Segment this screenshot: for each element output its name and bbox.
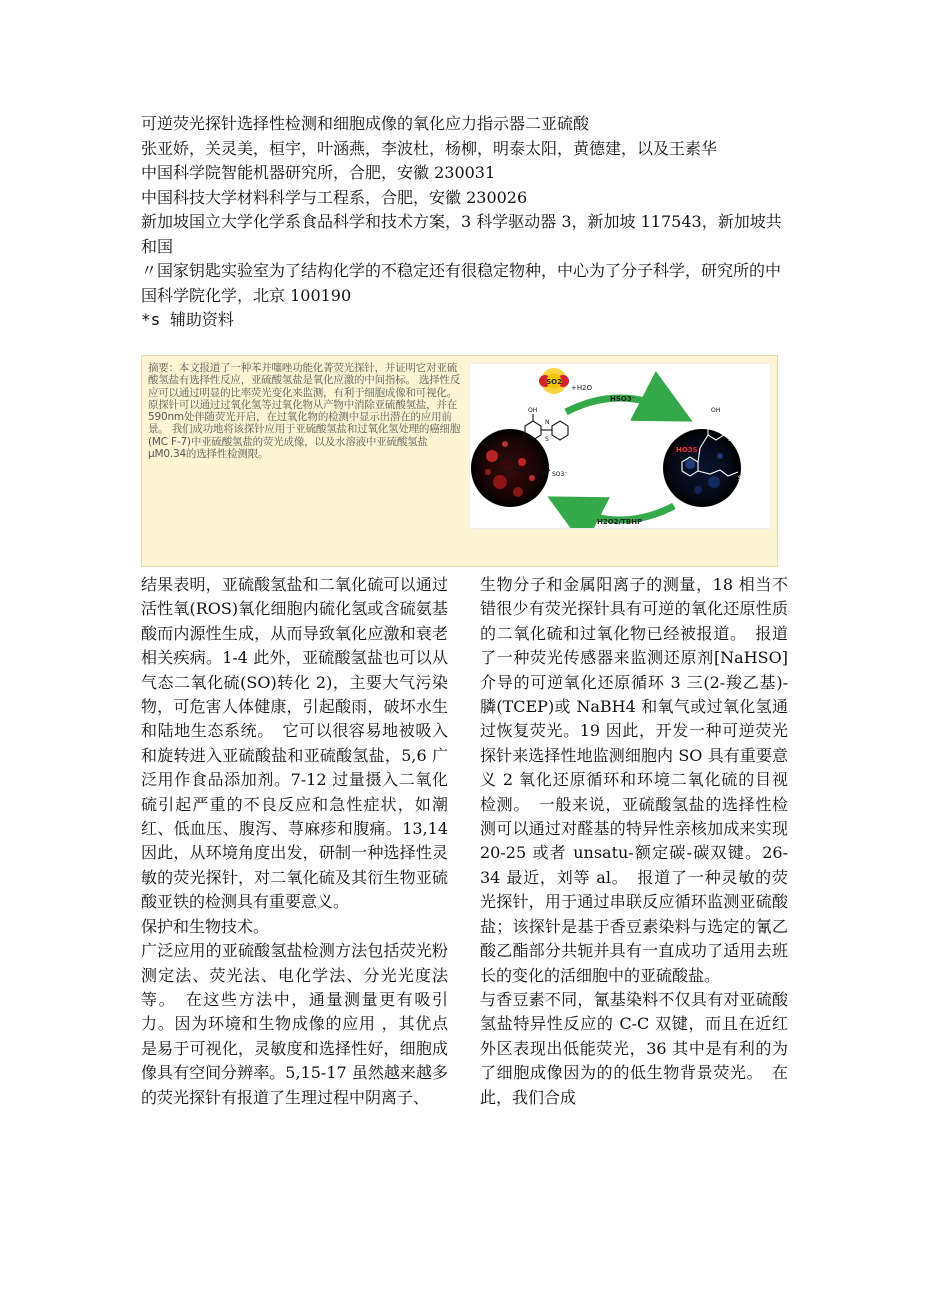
affiliation-4: 〃国家钥匙实验室为了结构化学的不稳定还有很稳定物种，中心为了分子科学，研究所的中国科学院化学，北京 100190 — [141, 261, 782, 305]
body-left-column — [141, 573, 448, 1110]
graphical-abstract-panel — [141, 355, 778, 567]
affiliation-2: 中国科技大学材料科学与工程系，合肥，安徽 230026 — [141, 187, 528, 207]
adduct-so3-label: SO3⁻ — [738, 475, 754, 482]
oxidant-label: H2O2/TBHP — [597, 518, 643, 526]
probe-s-label: S — [545, 436, 549, 443]
body-paragraph: 与香豆素不同，氰基染料不仅具有对亚硫酸氢盐特异性反应的 C-C 双键，而且在近红外区表现出低能荧光，36 其中是有利的为了细胞成像因为的的低生物背景荧光。 在此，我们合成 — [480, 989, 788, 1107]
toc-graphic — [469, 363, 771, 529]
affiliation-3: 新加坡国立大学化学系食品科学和技术方案，3 科学驱动器 3，新加坡 117543，新加坡共和国 — [141, 212, 782, 256]
probe-so3-label: SO3⁻ — [552, 471, 568, 478]
probe-n-label: N — [545, 419, 550, 426]
paper-header — [141, 112, 791, 333]
ho3s-label: HO3S — [676, 446, 698, 454]
body-paragraph: 保护和生物技术。 — [141, 916, 270, 936]
body-paragraph: 生物分子和金属阳离子的测量，18 相当不错很少有荧光探针具有可逆的氧化还原性质的二氧化硫和过氧化物已经被报道。 报道了一种荧光传感器来监测还原剂[NaHSO]介导的可逆氧化还原循环 3 三(2-羧乙基)-膦(TCEP)或 NaBH4 和氧气或过氧化氢通过恢复荧光。19 因此，开发一种可逆荧光探针来选择性地监测细胞内 SO 具有重要意义 2 氧化还原循环和环境二氧化硫的目视检测。 一般来说，亚硫酸氢盐的选择性检测可以通过对醛基的特异性亲核加成来实现 20-25 或者 unsatu-额定碳-碳双键。26-34 最近，刘等 al。 报道了一种灵敏的荧光探针，用于通过串联反应循环监测亚硫酸盐；该探针是基于香豆素染料与选定的氰乙酸乙酯部分共轭并具有一直成功了适用去班长的变化的活细胞中的亚硫酸盐。 — [480, 575, 788, 985]
adduct-oh-label: OH — [711, 407, 721, 414]
affiliation-1: 中国科学院智能机器研究所，合肥，安徽 230031 — [141, 163, 496, 182]
abstract-text: 摘要：本文报道了一种苯并噻唑功能化菁荧光探针，并证明它对亚硫酸氢盐有选择性反应，亚硫酸氢盐是氧化应激的中间指标。 选择性反应可以通过明显的比率荧光变化来监测，有利于细胞成像和可视化。 原探针可以通过过氧化氢等过氧化物从产物中消除亚硫酸氢盐，并在590nm处伴随荧光开启，在过氧化物的检测中显示出潜在的应用前景。 我们成功地将该探针应用于亚硫酸氢盐和过氧化氢处理的癌细胞(MC F-7)中亚硫酸氢盐的荧光成像，以及水溶液中亚硫酸氢盐μM0.34的选择性检测限。 — [148, 362, 461, 461]
so2-molecule — [539, 368, 569, 394]
hso3-label: HSO3⁻ — [610, 395, 636, 403]
supporting-info-note: *s 辅助资料 — [141, 310, 234, 329]
adduct-s-label: S — [728, 436, 732, 443]
red-cell-image — [471, 429, 549, 507]
body-paragraph: 结果表明，亚硫酸氢盐和二氧化硫可以通过活性氧(ROS)氧化细胞内硫化氢或含硫氨基酸而内源性生成，从而导致氧化应激和衰老相关疾病。1-4 此外，亚硫酸氢盐也可以从气态二氧化硫(SO)转化 2)，主要大气污染物，可危害人体健康，引起酸雨，破坏水生和陆地生态系统。 它可以很容易地被吸入和旋转进入亚硫酸盐和亚硫酸氢盐，5,6 广泛用作食品添加剂。7-12 过量摄入二氧化硫引起严重的不良反应和急性症状，如潮红、低血压、腹泻、荨麻疹和腹痛。13,14 因此，从环境角度出发，研制一种选择性灵敏的荧光探针，对二氧化硫及其衍生物亚硫酸亚铁的检测具有重要意义。 — [141, 575, 448, 912]
probe-oh-label: OH — [528, 407, 538, 414]
h2o-label: +H2O — [571, 384, 593, 392]
body-right-column — [480, 573, 788, 1110]
adduct-n-label: N — [728, 419, 733, 426]
paper-title: 可逆荧光探针选择性检测和细胞成像的氧化应力指示器二亚硫酸 — [141, 114, 590, 133]
author-list: 张亚娇，关灵美，桓宇，叶涵燕，李波杜，杨柳，明泰太阳，黄德建，以及王素华 — [141, 138, 718, 158]
so2-label: SO2 — [546, 378, 562, 386]
body-paragraph: 广泛应用的亚硫酸氢盐检测方法包括荧光粉测定法、荧光法、电化学法、分光光度法等。 在这些方法中，通量测量更有吸引力。因为环境和生物成像的应用 ，其优点是易于可视化，灵敏度和选择性好，细胞成像具有空间分辨率。5,15-17 虽然越来越多的荧光探针有报道了生理过程中阴离子、 — [141, 941, 448, 1107]
